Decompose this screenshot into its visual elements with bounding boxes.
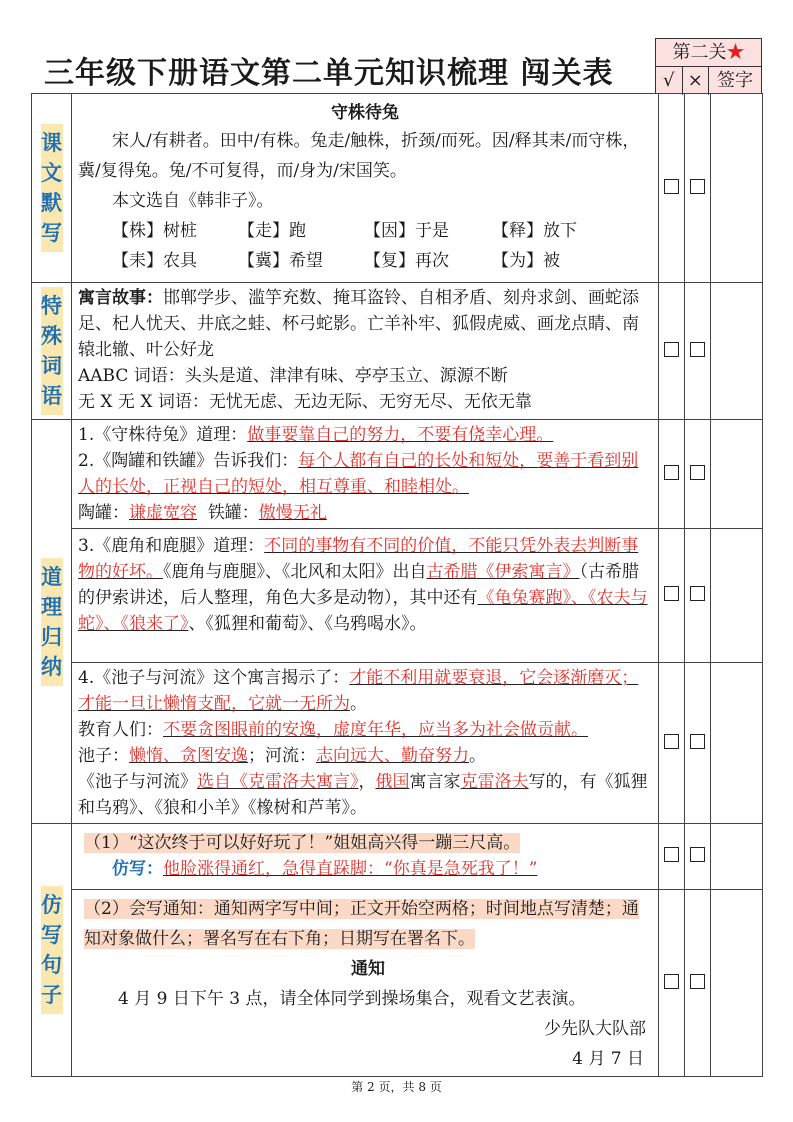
lesson-4-traits: 池子：懒惰、贪图安逸；河流：志向远大、勤奋努力。 [78, 746, 486, 766]
check-cell[interactable] [659, 94, 685, 283]
sign-cell[interactable] [711, 94, 763, 283]
sign-cell[interactable] [711, 824, 763, 890]
recitation-content [72, 94, 659, 283]
lesson-2-traits: 陶罐：谦虚宽容 铁罐：傲慢无礼 [78, 503, 327, 523]
category-cell [32, 283, 72, 420]
checkbox[interactable] [690, 465, 705, 480]
lesson-4-source: 《池子与河流》选自《克雷洛夫寓言》，俄国寓言家克雷洛夫写的，有《狐狸和乌鸦》、《狼和小羊》《橡树和芦苇》。 [78, 772, 648, 818]
check-cell[interactable] [659, 890, 685, 1077]
cross-cell[interactable] [685, 663, 711, 824]
definitions-row-1: 【株】树桩 【走】跑 【因】于是 【释】放下 [112, 221, 577, 241]
category-cell [32, 420, 72, 824]
lesson-4: 4.《池子与河流》这个寓言揭示了：才能不利用就要衰退，它会逐渐磨灭；才能一旦让懒惰支配，它就一无所为。 [78, 668, 639, 714]
row-lessons-2 [32, 529, 763, 663]
cross-column-header: × [683, 67, 710, 95]
sign-cell[interactable] [711, 529, 763, 663]
lessons-content-2 [72, 529, 659, 663]
check-cell[interactable] [659, 283, 685, 420]
category-cell [32, 94, 72, 283]
poem-text: 宋人/有耕者。田中/有株。兔走/触株，折颈/而死。因/释其耒/而守株，冀/复得兔。兔/不可复得，而/身为/宋国笑。 [78, 131, 640, 181]
example-sentence: （1）“这次终于可以好好玩了！”姐姐高兴得一蹦三尺高。 [84, 833, 521, 853]
cross-cell[interactable] [685, 529, 711, 663]
notice-signature: 少先队大队部 [544, 1019, 646, 1039]
aabc-words: AABC 词语：头头是道、津津有味、亭亭玉立、源源不断 [78, 366, 508, 386]
row-imitation-2 [32, 890, 763, 1077]
category-cell [32, 824, 72, 1077]
row-recitation [32, 94, 763, 283]
notice-rules: （2）会写通知：通知两字写中间；正文开始空两格；时间地点写清楚；通知对象做什么；署名写在右下角；日期写在署名下。 [84, 899, 639, 949]
cross-cell[interactable] [685, 283, 711, 420]
check-cell[interactable] [659, 420, 685, 529]
row-lessons-3 [32, 663, 763, 824]
checkbox[interactable] [690, 342, 705, 357]
checkbox[interactable] [664, 734, 679, 749]
notice-body: 4 月 9 日下午 3 点，请全体同学到操场集合，观看文艺表演。 [118, 989, 586, 1009]
notice-date: 4 月 7 日 [572, 1049, 644, 1069]
checkbox[interactable] [664, 179, 679, 194]
category-label: 道理归纳 [41, 558, 63, 686]
checkbox[interactable] [690, 847, 705, 862]
checkbox[interactable] [664, 974, 679, 989]
row-imitation-1 [32, 824, 763, 890]
sign-cell[interactable] [711, 663, 763, 824]
check-cell[interactable] [659, 663, 685, 824]
row-special-words [32, 283, 763, 420]
notice-title: 通知 [351, 959, 385, 979]
category-label: 仿写句子 [41, 886, 63, 1014]
category-label: 特殊词语 [41, 287, 63, 415]
imitation-content-2 [72, 890, 659, 1077]
lesson-2: 2.《陶罐和铁罐》告诉我们：每个人都有自己的长处和短处，要善于看到别人的长处，正视自己的短处，相互尊重、和睦相处。 [78, 451, 639, 497]
fable-idioms: 寓言故事：邯郸学步、滥竽充数、掩耳盗铃、自相矛盾、刻舟求剑、画蛇添足、杞人忧天、井底之蛙、杯弓蛇影。亡羊补牢、狐假虎威、画龙点睛、南辕北辙、叶公好龙 [78, 288, 639, 360]
checkbox[interactable] [690, 974, 705, 989]
stage-header [655, 38, 762, 94]
sign-cell[interactable] [711, 890, 763, 1077]
cross-cell[interactable] [685, 824, 711, 890]
wuxwux-words: 无 X 无 X 词语：无忧无虑、无边无际、无穷无尽、无依无靠 [78, 392, 532, 412]
row-lessons-1 [32, 420, 763, 529]
checkbox[interactable] [664, 586, 679, 601]
checkbox[interactable] [664, 465, 679, 480]
lessons-content-3 [72, 663, 659, 824]
poem-source: 本文选自《韩非子》。 [112, 191, 274, 211]
imitation-content-1 [72, 824, 659, 890]
checkbox[interactable] [664, 847, 679, 862]
star-icon: ★ [726, 42, 745, 63]
knowledge-table [31, 93, 763, 1077]
category-label: 课文默写 [41, 124, 63, 252]
stage-name: 第二关★ [656, 39, 761, 67]
lesson-3: 3.《鹿角和鹿腿》道理：不同的事物有不同的价值，不能只凭外表去判断事物的好坏。《鹿角与鹿腿》、《北风和太阳》出自古希腊《伊索寓言》（古希腊的伊索讲述，后人整理，角色大多是动物），其中还有《龟兔赛跑》、《农夫与蛇》、《狼来了》、《狐狸和葡萄》、《乌鸦喝水》。 [78, 536, 648, 634]
definitions-row-2: 【耒】农具 【冀】希望 【复】再次 【为】被 [112, 251, 560, 271]
checkbox[interactable] [690, 734, 705, 749]
cross-cell[interactable] [685, 94, 711, 283]
sign-cell[interactable] [711, 283, 763, 420]
lesson-4-education: 教育人们：不要贪图眼前的安逸，虚度年华，应当多为社会做贡献。 [78, 720, 588, 740]
checkbox[interactable] [664, 342, 679, 357]
cross-cell[interactable] [685, 890, 711, 1077]
poem-title: 守株待兔 [331, 103, 399, 123]
page-footer: 第 2 页，共 8 页 [351, 1080, 442, 1094]
checkbox[interactable] [690, 179, 705, 194]
imitation-sentence: 仿写：他脸涨得通红，急得直跺脚：“你真是急死我了！” [112, 859, 538, 879]
check-cell[interactable] [659, 824, 685, 890]
checkbox[interactable] [690, 586, 705, 601]
check-cell[interactable] [659, 529, 685, 663]
page-title: 三年级下册语文第二单元知识梳理 闯关表 [44, 56, 614, 91]
sign-cell[interactable] [711, 420, 763, 529]
lesson-1: 1.《守株待兔》道理：做事要靠自己的努力，不要有侥幸心理。 [78, 425, 554, 445]
lessons-content-1 [72, 420, 659, 529]
check-column-header: √ [656, 67, 683, 95]
sign-column-header: 签字 [716, 70, 753, 91]
special-words-content [72, 283, 659, 420]
cross-cell[interactable] [685, 420, 711, 529]
